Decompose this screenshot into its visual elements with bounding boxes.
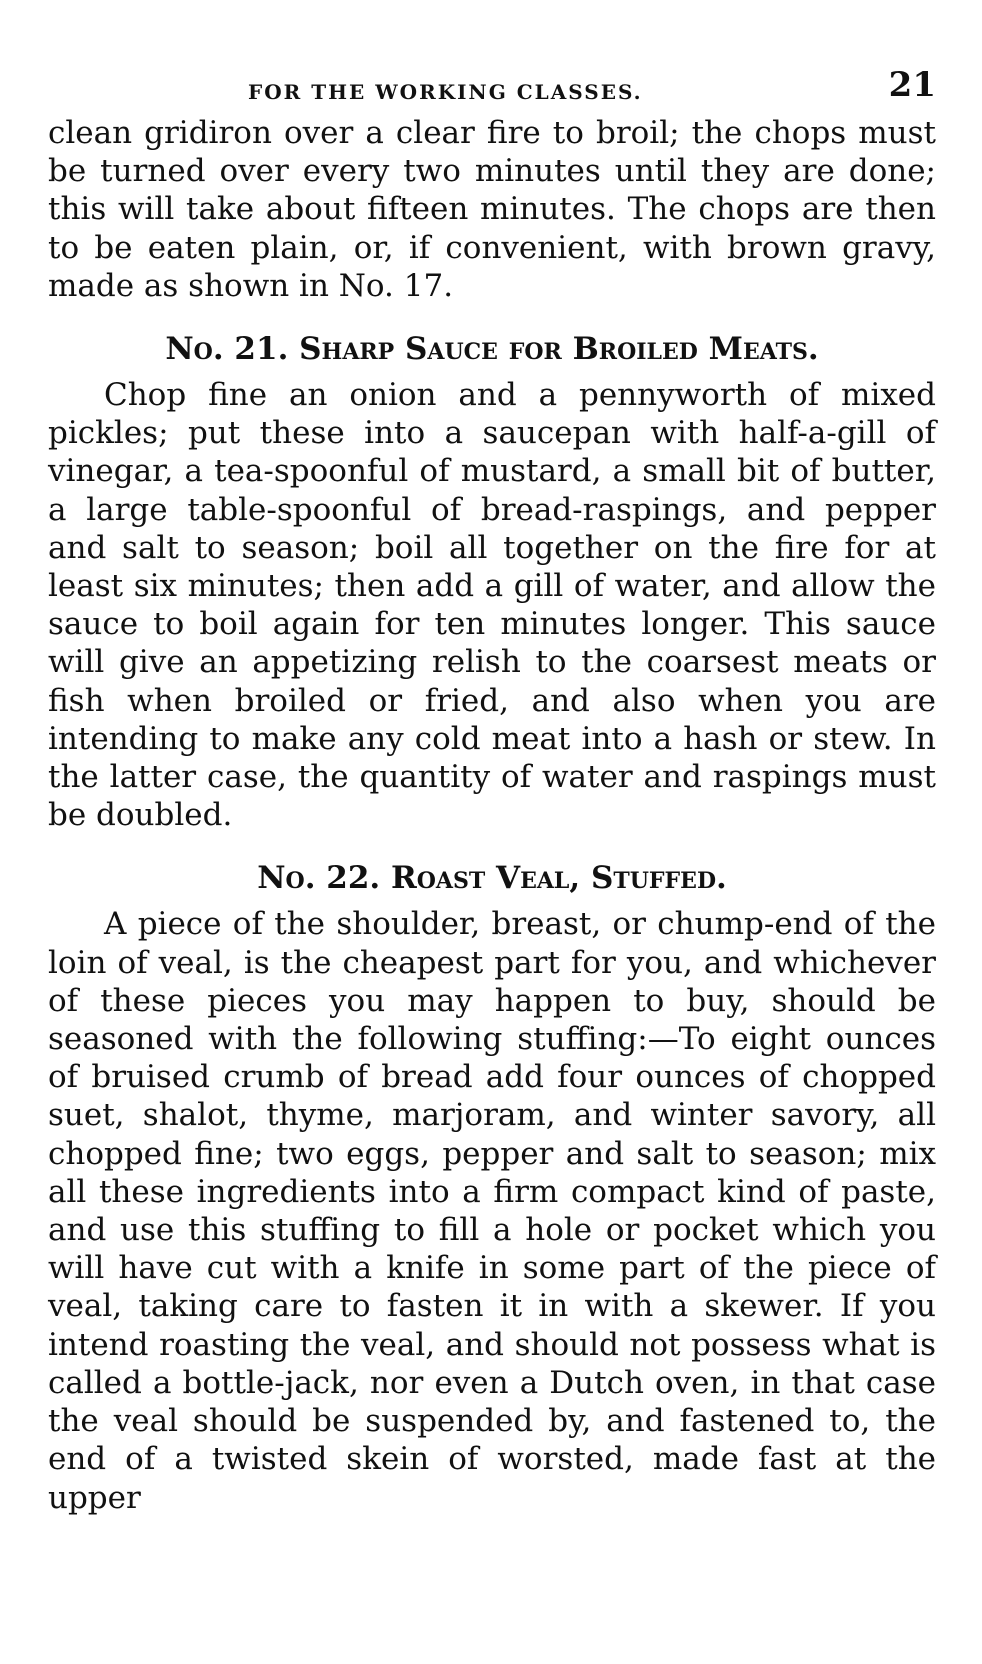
recipe-paragraph-22: A piece of the shoulder, breast, or chump-end of the loin of veal, is the cheapest part for you, and whichever of these pieces you may happen to buy, should be seasoned with the following stuffing:—To eight ounces of bruised crumb of bread add four ounces of chopped suet, shalot, thyme, marjoram, and winter savory, all chopped fine; two eggs, pepper and salt to season; mix all these ingredients into a firm compact kind of paste, and use this stuffing to fill a hole or pocket which you will have cut with a knife in some part of the piece of veal, taking care to fasten it in with a skewer. If you intend roasting the veal, and should not possess what is called a bottle-jack, nor even a Dutch oven, in that case the veal should be suspended by, and fastened to, the end of a twisted skein of worsted, made fast at the upper (48, 906, 936, 1516)
running-header (48, 62, 936, 114)
book-page (48, 62, 936, 1517)
page-number: 21 (888, 65, 936, 105)
recipe-heading-21: No. 21. Sharp Sauce for Broiled Meats. (165, 331, 819, 368)
recipe-heading-22: No. 22. Roast Veal, Stuffed. (257, 860, 727, 897)
recipe-paragraph-21: Chop fine an onion and a pennyworth of mixed pickles; put these into a saucepan with half-a-gill of vinegar, a tea-spoonful of mustard, a small bit of butter, a large table-spoonful of bread-raspings, and pepper and salt to season; boil all together on the fire for at least six minutes; then add a gill of water, and allow the sauce to boil again for ten minutes longer. This sauce will give an appetizing relish to the coarsest meats or fish when broiled or fried, and also when you are intending to make any cold meat into a hash or stew. In the latter case, the quantity of water and raspings must be doubled. (48, 377, 936, 834)
continued-paragraph: clean gridiron over a clear fire to broil; the chops must be turned over every two minutes until they are done; this will take about fifteen minutes. The chops are then to be eaten plain, or, if convenient, with brown gravy, made as shown in No. 17. (48, 115, 936, 304)
running-title: FOR THE WORKING CLASSES. (248, 80, 643, 104)
